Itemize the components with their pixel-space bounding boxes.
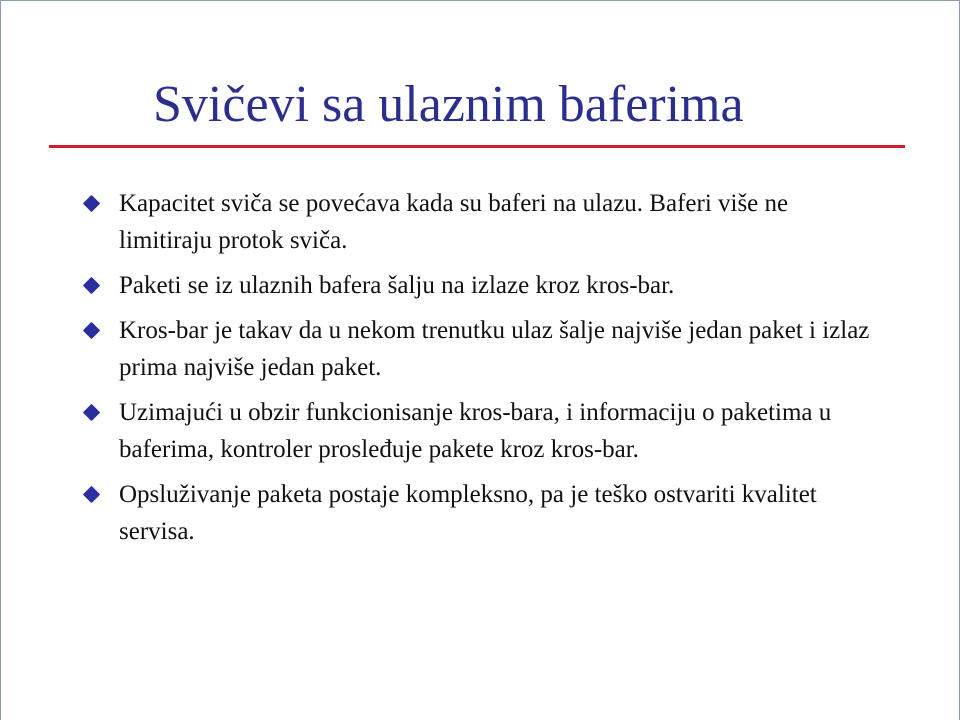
bullet-list xyxy=(85,185,885,558)
bullet-text: Kapacitet sviča se povećava kada su baferi na ulazu. Baferi više ne limitiraju protok sviča. xyxy=(119,190,789,254)
bullet-text: Opsluživanje paketa postaje kompleksno, pa je teško ostvariti kvalitet servisa. xyxy=(119,481,817,545)
diamond-bullet-icon xyxy=(83,486,100,503)
title-divider xyxy=(49,145,905,148)
bullet-item xyxy=(85,185,885,259)
bullet-item xyxy=(85,312,885,386)
bullet-text: Paketi se iz ulaznih bafera šalju na izlaze kroz kros-bar. xyxy=(119,272,675,299)
diamond-bullet-icon xyxy=(83,404,100,421)
bullet-item xyxy=(85,476,885,550)
bullet-text: Kros-bar je takav da u nekom trenutku ulaz šalje najviše jedan paket i izlaz prima najviše jedan paket. xyxy=(119,317,870,381)
bullet-text: Uzimajući u obzir funkcionisanje kros-bara, i informaciju o paketima u baferima, kontroler prosleđuje pakete kroz kros-bar. xyxy=(119,399,832,463)
bullet-item xyxy=(85,267,885,304)
diamond-bullet-icon xyxy=(83,322,100,339)
diamond-bullet-icon xyxy=(83,277,100,294)
bullet-item xyxy=(85,394,885,468)
diamond-bullet-icon xyxy=(83,195,100,212)
slide-title: Svičevi sa ulaznim baferima xyxy=(153,76,744,133)
